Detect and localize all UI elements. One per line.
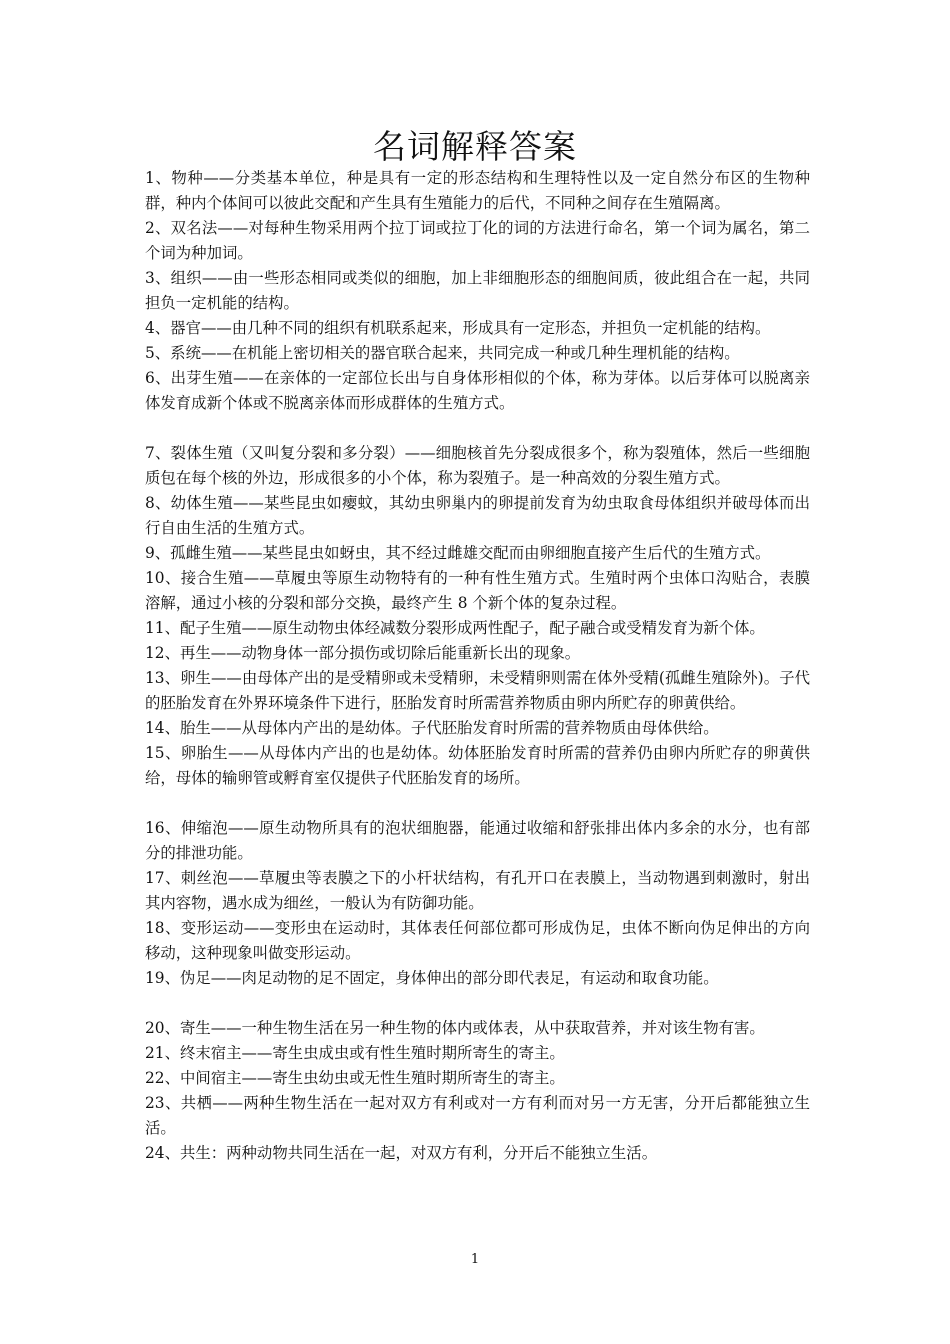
definition-entry: 18、变形运动——变形虫在运动时，其体表任何部位都可形成伪足，虫体不断向伪足伸出的方向移动，这种现象叫做变形运动。 <box>145 919 810 962</box>
definitions-list <box>145 166 810 1166</box>
definition-entry: 15、卵胎生——从母体内产出的也是幼体。幼体胚胎发育时所需的营养仍由卵内所贮存的卵黄供给，母体的输卵管或孵育室仅提供子代胚胎发育的场所。 <box>145 744 810 787</box>
definition-entry: 17、刺丝泡——草履虫等表膜之下的小杆状结构，有孔开口在表膜上，当动物遇到刺激时，射出其内容物，遇水成为细丝，一般认为有防御功能。 <box>145 869 810 912</box>
definition-entry: 12、再生——动物身体一部分损伤或切除后能重新长出的现象。 <box>145 644 581 662</box>
definition-entry: 2、双名法——对每种生物采用两个拉丁词或拉丁化的词的方法进行命名，第一个词为属名，第二个词为种加词。 <box>145 219 810 262</box>
page-number: 1 <box>470 1252 480 1267</box>
definition-entry: 22、中间宿主——寄生虫幼虫或无性生殖时期所寄生的寄主。 <box>145 1069 565 1087</box>
definition-entry: 4、器官——由几种不同的组织有机联系起来，形成具有一定形态，并担负一定机能的结构。 <box>145 319 771 337</box>
definition-entry: 21、终末宿主——寄生虫成虫或有性生殖时期所寄生的寄主。 <box>145 1044 565 1062</box>
definition-entry: 24、共生：两种动物共同生活在一起，对双方有利，分开后不能独立生活。 <box>145 1144 658 1162</box>
paragraph-gap <box>145 991 810 1016</box>
definition-entry: 14、胎生——从母体内产出的是幼体。子代胚胎发育时所需的营养物质由母体供给。 <box>145 719 719 737</box>
definition-entry: 13、卵生——由母体产出的是受精卵或未受精卵，未受精卵则需在体外受精(孤雌生殖除外)。子代的胚胎发育在外界环境条件下进行，胚胎发育时所需营养物质由卵内所贮存的卵黄供给。 <box>145 669 810 712</box>
page-title: 名词解释答案 <box>373 127 577 167</box>
definition-entry: 6、出芽生殖——在亲体的一定部位长出与自身体形相似的个体，称为芽体。以后芽体可以脱离亲体发育成新个体或不脱离亲体而形成群体的生殖方式。 <box>145 369 810 412</box>
definition-entry: 8、幼体生殖——某些昆虫如瘿蚊，其幼虫卵巢内的卵提前发育为幼虫取食母体组织并破母体而出行自由生活的生殖方式。 <box>145 494 810 537</box>
definition-entry: 11、配子生殖——原生动物虫体经减数分裂形成两性配子，配子融合或受精发育为新个体。 <box>145 619 765 637</box>
definition-entry: 23、共栖——两种生物生活在一起对双方有利或对一方有利而对另一方无害，分开后都能独立生活。 <box>145 1094 810 1137</box>
definition-entry: 3、组织——由一些形态相同或类似的细胞，加上非细胞形态的细胞间质，彼此组合在一起，共同担负一定机能的结构。 <box>145 269 810 312</box>
definition-entry: 7、裂体生殖（又叫复分裂和多分裂）——细胞核首先分裂成很多个，称为裂殖体，然后一些细胞质包在每个核的外边，形成很多的小个体，称为裂殖子。是一种高效的分裂生殖方式。 <box>145 444 810 487</box>
definition-entry: 20、寄生——一种生物生活在另一种生物的体内或体表，从中获取营养，并对该生物有害。 <box>145 1019 765 1037</box>
definition-entry: 10、接合生殖——草履虫等原生动物特有的一种有性生殖方式。生殖时两个虫体口沟贴合，表膜溶解，通过小核的分裂和部分交换，最终产生 8 个新个体的复杂过程。 <box>145 569 810 612</box>
definition-entry: 16、伸缩泡——原生动物所具有的泡状细胞器，能通过收缩和舒张排出体内多余的水分，也有部分的排泄功能。 <box>145 819 810 862</box>
definition-entry: 1、物种——分类基本单位，种是具有一定的形态结构和生理特性以及一定自然分布区的生物种群，种内个体间可以彼此交配和产生具有生殖能力的后代，不同种之间存在生殖隔离。 <box>145 169 810 212</box>
paragraph-gap <box>145 416 810 441</box>
definition-entry: 9、孤雌生殖——某些昆虫如蚜虫，其不经过雌雄交配而由卵细胞直接产生后代的生殖方式。 <box>145 544 771 562</box>
paragraph-gap <box>145 791 810 816</box>
definition-entry: 19、伪足——肉足动物的足不固定，身体伸出的部分即代表足，有运动和取食功能。 <box>145 969 719 987</box>
definition-entry: 5、系统——在机能上密切相关的器官联合起来，共同完成一种或几种生理机能的结构。 <box>145 344 740 362</box>
